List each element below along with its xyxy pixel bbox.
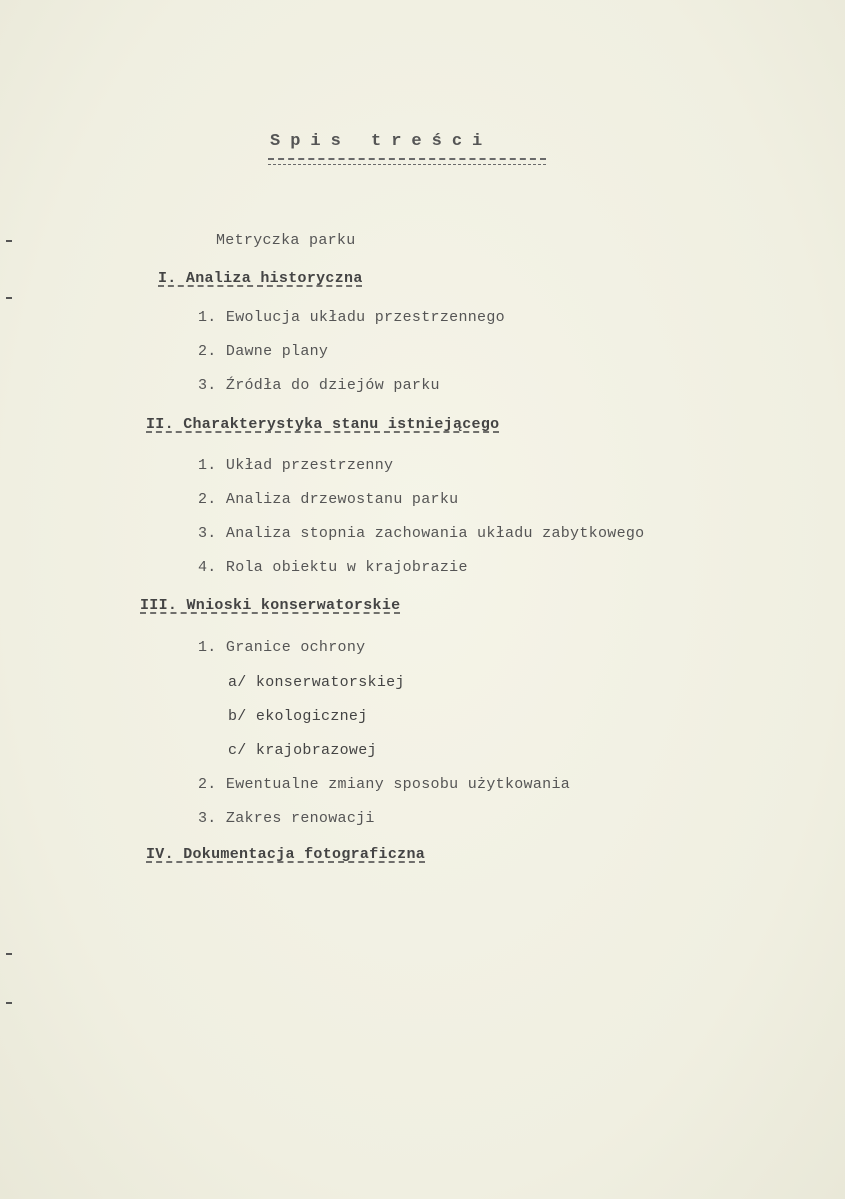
toc-item: 2. Dawne plany xyxy=(198,343,329,360)
toc-item: 3. Źródła do dziejów parku xyxy=(198,377,440,394)
toc-item: 2. Analiza drzewostanu parku xyxy=(198,491,459,508)
toc-item: 3. Analiza stopnia zachowania układu zabytkowego xyxy=(198,525,645,542)
title-underline xyxy=(268,158,546,165)
toc-item: 1. Granice ochrony xyxy=(198,639,366,656)
toc-intro: Metryczka parku xyxy=(216,232,356,249)
toc-section-1: I. Analiza historyczna xyxy=(158,270,363,287)
toc-section-4: IV. Dokumentacja fotograficzna xyxy=(146,846,426,863)
toc-section-2: II. Charakterystyka stanu istniejącego xyxy=(146,416,500,433)
margin-mark xyxy=(6,1002,12,1004)
margin-mark xyxy=(6,297,12,299)
toc-item: 2. Ewentualne zmiany sposobu użytkowania xyxy=(198,776,571,793)
toc-item: 3. Zakres renowacji xyxy=(198,810,375,827)
toc-subitem: b/ ekologicznej xyxy=(228,708,368,725)
page-title: Spis treści xyxy=(270,132,493,151)
toc-item: 1. Układ przestrzenny xyxy=(198,457,394,474)
margin-mark xyxy=(6,953,12,955)
toc-section-3: III. Wnioski konserwatorskie xyxy=(140,597,401,614)
toc-item: 1. Ewolucja układu przestrzennego xyxy=(198,309,505,326)
margin-mark xyxy=(6,240,12,242)
toc-subitem: c/ krajobrazowej xyxy=(228,742,377,759)
toc-item: 4. Rola obiektu w krajobrazie xyxy=(198,559,468,576)
toc-subitem: a/ konserwatorskiej xyxy=(228,674,405,691)
